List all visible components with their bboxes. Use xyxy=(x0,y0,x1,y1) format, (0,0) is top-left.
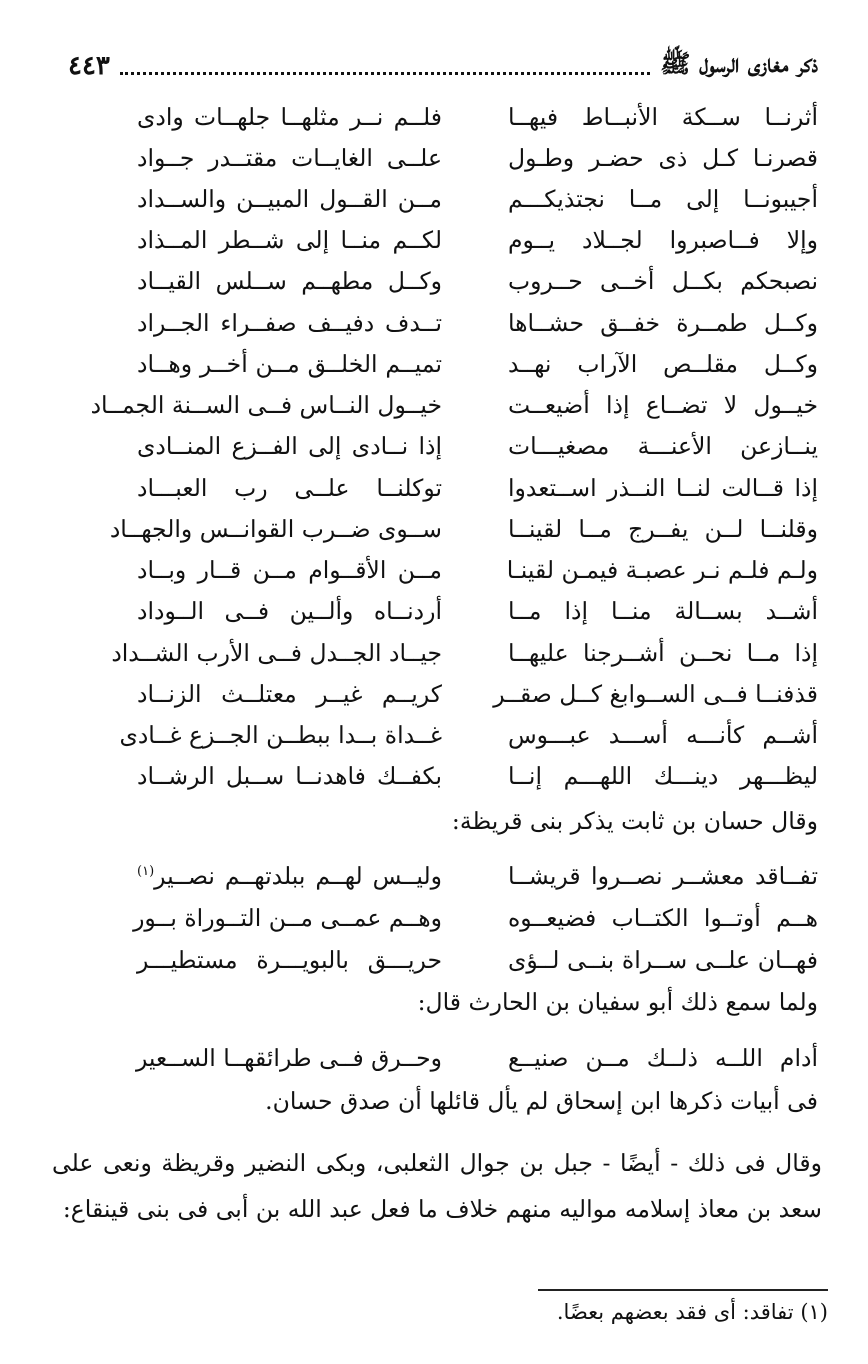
first-hemistich: قذفنــا فــى الســوابغ كــل صقــر xyxy=(493,680,818,708)
second-hemistich: لكــم منــا إلى شــطر المــذاد xyxy=(137,226,442,254)
first-hemistich: تفــاقد معشــر نصــروا قريشــا xyxy=(508,862,818,890)
first-hemistich: أجيبونــا إلى مــا نجتذيكـــم xyxy=(508,185,818,213)
verse-line xyxy=(58,300,818,346)
second-hemistich: وحــرق فــى طرائقهــا الســعير xyxy=(135,1044,442,1072)
second-hemistich: علــى الغايــات مقتــدر جــواد xyxy=(137,144,442,172)
first-hemistich: فهــان علــى ســراة بنــى لــؤى xyxy=(508,946,818,974)
verse-line xyxy=(58,94,818,140)
second-hemistich: ســوى ضــرب القوانــس والجهــاد xyxy=(109,515,442,543)
second-hemistich: إذا نــادى إلى الفــزع المنــادى xyxy=(137,432,442,460)
verse-line xyxy=(58,217,818,263)
chapter-title: ذكر مغازى الرسول ﷺ xyxy=(660,48,818,78)
running-header xyxy=(68,46,818,86)
verse-line xyxy=(58,937,818,983)
verse-line xyxy=(58,1035,818,1081)
intro-line: وقال حسان بن ثابت يذكر بنى قريظة: xyxy=(451,807,818,835)
second-hemistich: حريـــق بالبويـــرة مستطيـــر xyxy=(137,946,442,974)
first-hemistich: ليظـــهر دينـــك اللهـــم إنــا xyxy=(508,762,818,790)
first-hemistich: ينــازعن الأعنـــة مصغيـــات xyxy=(508,432,818,460)
verse-line xyxy=(58,465,818,511)
first-hemistich: وإلا فــاصبروا لجــلاد يــوم xyxy=(508,226,818,254)
verse-line xyxy=(58,382,818,428)
verse-line xyxy=(58,423,818,469)
verse-line xyxy=(58,895,818,941)
first-hemistich: قصرنـا كـل ذى حضـر وطـول xyxy=(508,144,818,172)
second-hemistich: وكــل مطهــم ســلس القيــاد xyxy=(137,267,442,295)
verse-line xyxy=(58,630,818,676)
second-hemistich: مــن الأقــوام مــن قــار وبــاد xyxy=(137,556,442,584)
verse-line xyxy=(58,588,818,634)
first-hemistich: إذا مــا نحــن أشــرجنا عليهــا xyxy=(508,639,818,667)
second-hemistich: فلــم نــر مثلهــا جلهــات وادى xyxy=(137,103,442,131)
verse-line xyxy=(58,671,818,717)
footnote-rule xyxy=(538,1289,828,1291)
footnote: (١) تفاقد: أى فقد بعضهم بعضًا. xyxy=(556,1300,828,1324)
second-hemistich: مــن القــول المبيــن والســداد xyxy=(137,185,442,213)
closing-line: فى أبيات ذكرها ابن إسحاق لم يأل قائلها أن صدق حسان. xyxy=(265,1087,818,1115)
verse-line xyxy=(58,135,818,181)
second-hemistich: خيــول النــاس فــى الســنة الجمــاد xyxy=(90,391,442,419)
verse-line xyxy=(58,753,818,799)
second-hemistich: كريــم غيــر معتلــث الزنــاد xyxy=(137,680,442,708)
intro-line: ولما سمع ذلك أبو سفيان بن الحارث قال: xyxy=(417,988,818,1016)
first-hemistich: نصبحكم بكــل أخــى حــروب xyxy=(508,267,818,295)
verse-line xyxy=(58,341,818,387)
second-hemistich: جيــاد الجــدل فــى الأرب الشــداد xyxy=(111,639,442,667)
body-paragraph: وقال فى ذلك - أيضًا - جبل بن جوال الثعلبى، وبكى النضير وقريظة ونعى على سعد بن معاذ إسلامه مواليه منهم خلاف ما فعل عبد الله بن أبى فى بنى قينقاع: xyxy=(52,1149,822,1223)
first-hemistich: ولـم فلـم نـر عصبـة فيمـن لقينـا xyxy=(506,556,818,584)
verse-line xyxy=(58,712,818,758)
verse-line xyxy=(58,506,818,552)
second-hemistich: توكلنــا علــى رب العبـــاد xyxy=(137,474,442,502)
footnote-marker: (١) xyxy=(137,864,155,880)
hemistich-text: وليــس لهــم ببلدتهــم نصــير xyxy=(154,862,442,890)
first-hemistich: أشــد بســالة منــا إذا مــا xyxy=(508,597,818,625)
second-hemistich: تميــم الخلــق مــن أخــر وهــاد xyxy=(137,350,442,378)
second-hemistich: تــدف دفيــف صفــراء الجــراد xyxy=(137,309,442,337)
first-hemistich: أثرنــا ســكة الأنبــاط فيهــا xyxy=(508,103,818,131)
first-hemistich: وكــل طمــرة خفــق حشــاها xyxy=(508,309,818,337)
page-number: ٤٤٣ xyxy=(68,51,110,81)
second-hemistich: بكفــك فاهدنــا ســبل الرشــاد xyxy=(137,762,442,790)
verse-line xyxy=(58,547,818,593)
second-hemistich: أردنــاه وألــين فــى الــوداد xyxy=(137,597,442,625)
first-hemistich: هــم أوتــوا الكتــاب فضيعــوه xyxy=(508,904,818,932)
first-hemistich: خيــول لا تضــاع إذا أضيعــت xyxy=(508,391,818,419)
leader-dots xyxy=(120,58,650,75)
second-hemistich: وهــم عمــى مــن التــوراة بــور xyxy=(133,904,442,932)
verse-line xyxy=(58,176,818,222)
first-hemistich: إذا قــالت لنــا النــذر اســتعدوا xyxy=(508,474,818,502)
first-hemistich: أدام اللــه ذلــك مــن صنيــع xyxy=(508,1044,818,1072)
first-hemistich: وكــل مقلــص الآراب نهــد xyxy=(508,350,818,378)
second-hemistich: غــداة بــدا ببطــن الجــزع غــادى xyxy=(119,721,442,749)
verse-line xyxy=(58,258,818,304)
second-hemistich xyxy=(137,853,442,899)
verse-line xyxy=(58,853,818,899)
first-hemistich: وقلنــا لــن يفــرج مــا لقينــا xyxy=(508,515,818,543)
first-hemistich: أشــم كأنـــه أســـد عبـــوس xyxy=(508,721,818,749)
